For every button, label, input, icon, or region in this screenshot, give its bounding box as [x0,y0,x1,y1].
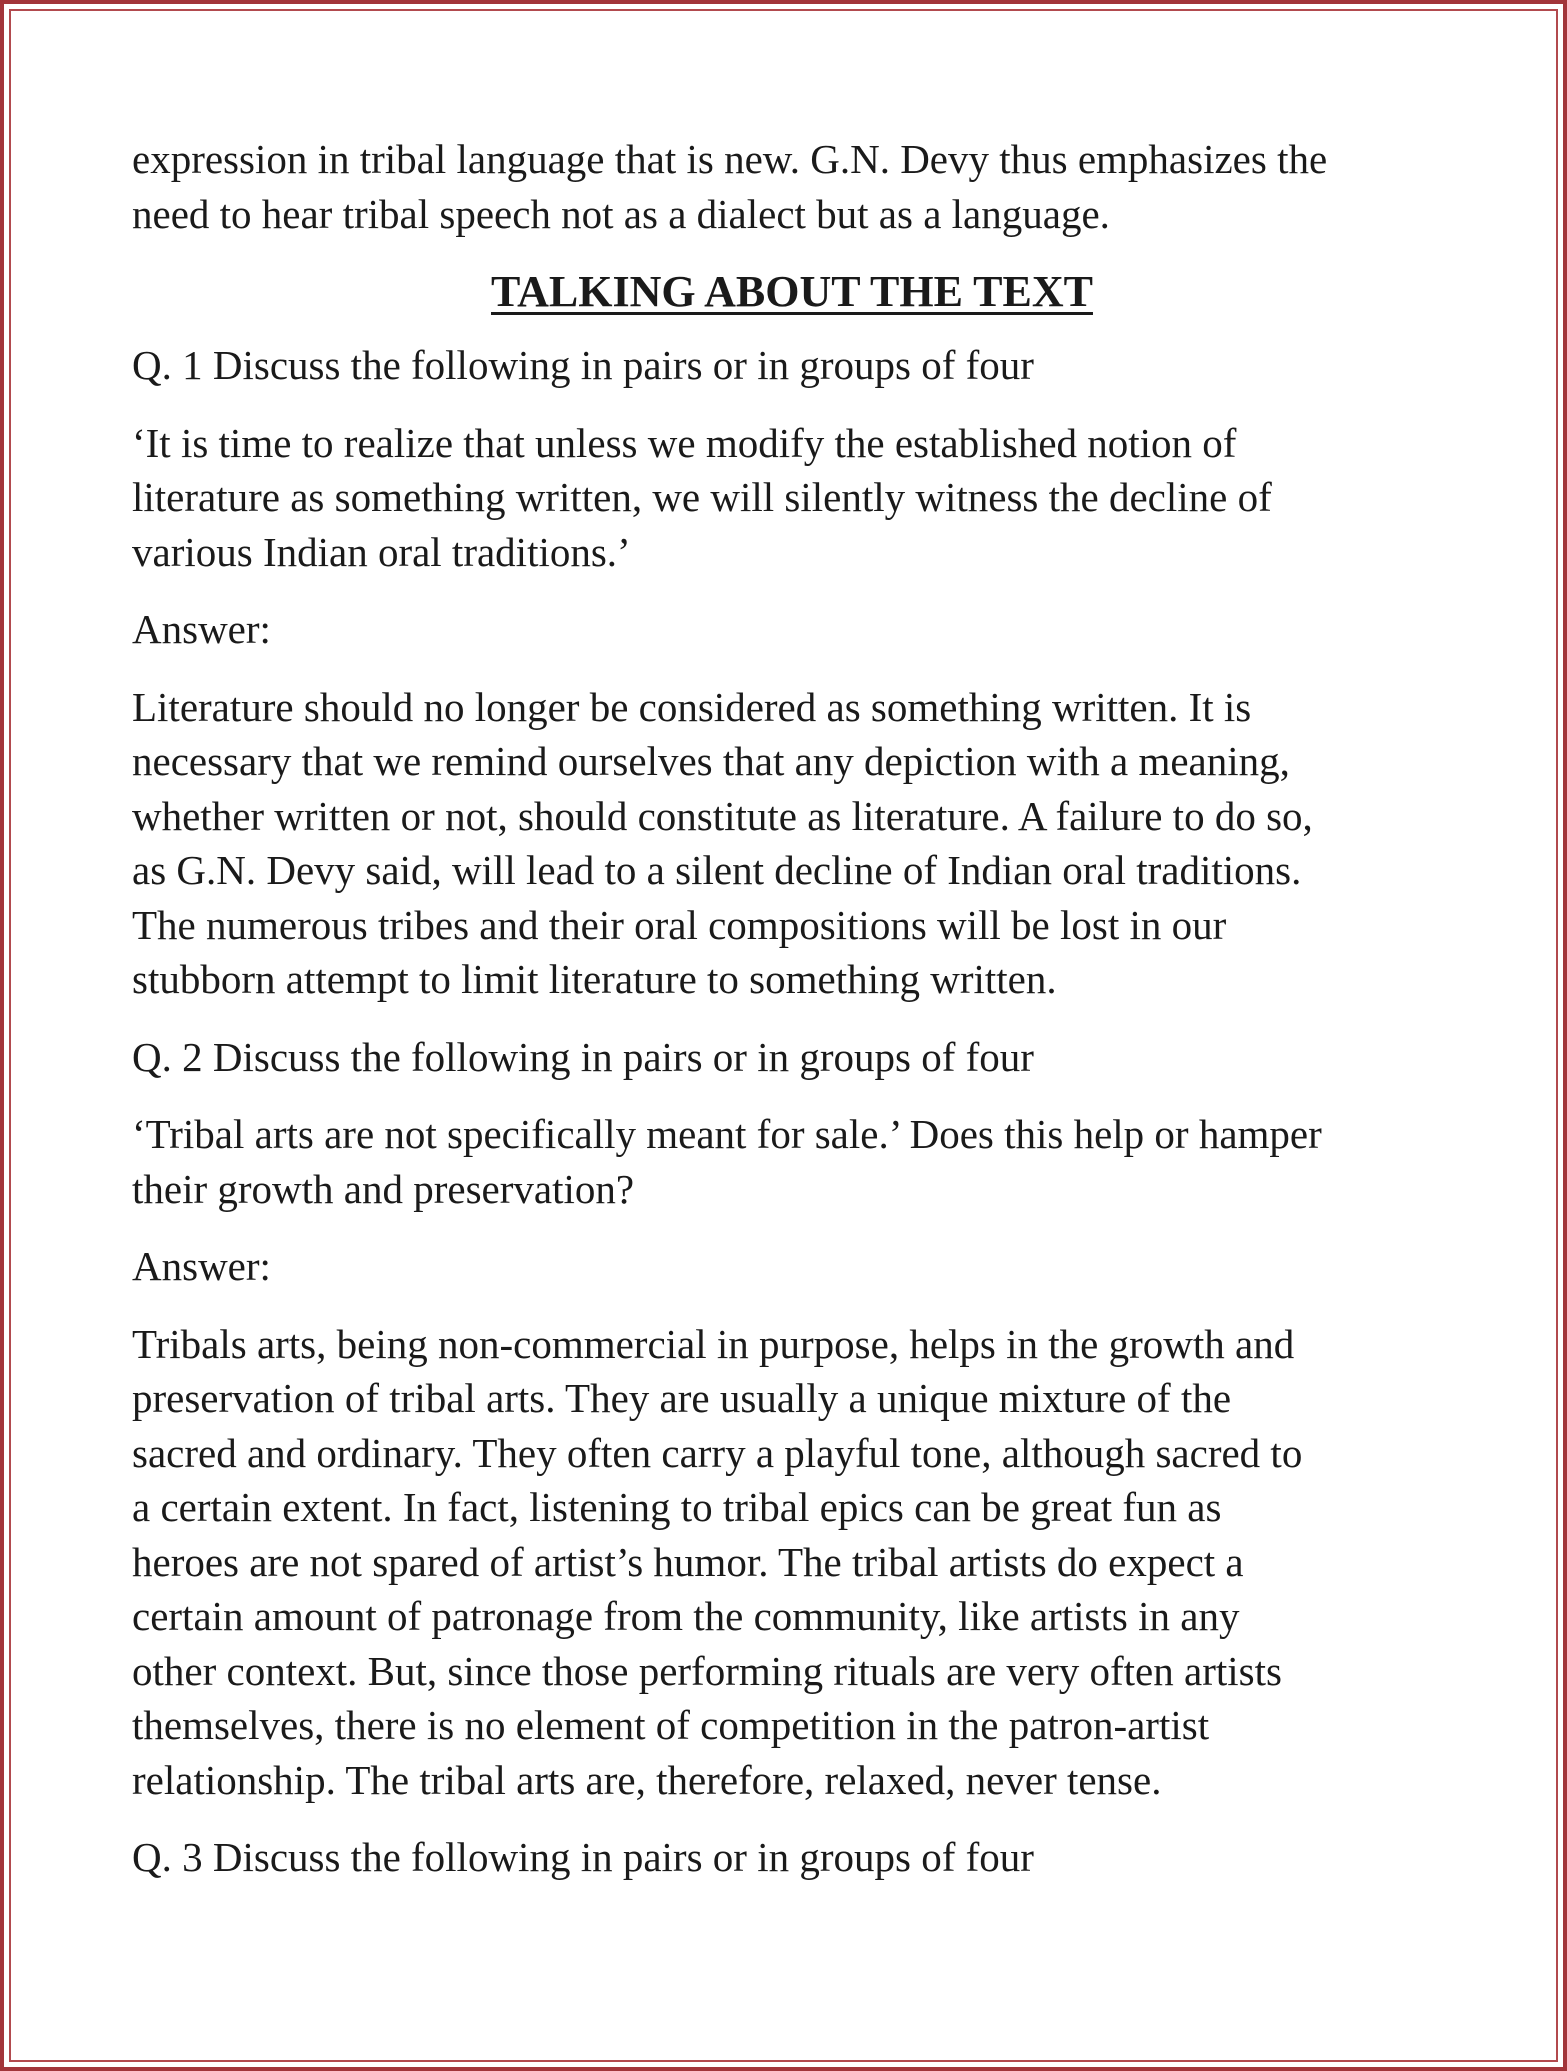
question-1-prompt [132,338,1452,393]
question-1-answer [132,680,1452,1007]
intro-paragraph [132,132,1452,241]
text-line: a certain extent. In fact, listening to tribal epics can be great fun as [132,1484,1222,1530]
text-line: sacred and ordinary. They often carry a playful tone, although sacred to [132,1429,1303,1476]
text-line: heroes are not spared of artist’s humor. The tribal artists do expect a [132,1538,1244,1585]
text-line: certain amount of patronage from the community, like artists in any [132,1593,1240,1639]
text-line: Literature should no longer be considered as something written. It is [132,683,1252,730]
text-line: ‘It is time to realize that unless we modify the established notion of [132,419,1237,466]
section-heading: TALKING ABOUT THE TEXT [491,267,1093,316]
text-line: themselves, there is no element of competition in the patron-artist [132,1702,1210,1748]
text-line: stubborn attempt to limit literature to something written. [132,956,1057,1002]
text-line: The numerous tribes and their oral compositions will be lost in our [132,901,1227,948]
question-3-prompt [132,1830,1452,1885]
text-line: as G.N. Devy said, will lead to a silent decline of Indian oral traditions. [132,847,1302,893]
question-2-answer [132,1317,1452,1808]
text-line: expression in tribal language that is new. G.N. Devy thus emphasizes the [132,136,1328,182]
question-2-prompt [132,1030,1452,1085]
text-line: their growth and preservation? [132,1165,635,1212]
text-line: need to hear tribal speech not as a dialect but as a language. [132,190,1110,237]
text-line: Q. 3 Discuss the following in pairs or in groups of four [132,1834,1034,1880]
text-line: Answer: [132,1243,271,1289]
text-line: relationship. The tribal arts are, therefore, relaxed, never tense. [132,1756,1162,1803]
text-line: preservation of tribal arts. They are usually a unique mixture of the [132,1375,1232,1421]
text-line: whether written or not, should constitute as literature. A failure to do so, [132,792,1313,839]
question-1-quote [132,416,1452,580]
question-2-quote [132,1107,1452,1216]
question-1-answer-label [132,602,1452,657]
document-page [132,132,1452,1908]
text-line: other context. But, since those performing rituals are very often artists [132,1647,1282,1694]
question-2-answer-label [132,1239,1452,1294]
text-line: Q. 2 Discuss the following in pairs or in groups of four [132,1033,1034,1080]
text-line: Tribals arts, being non-commercial in purpose, helps in the growth and [132,1320,1295,1367]
text-line: Answer: [132,606,271,652]
text-line: ‘Tribal arts are not specifically meant for sale.’ Does this help or hamper [132,1111,1322,1157]
text-line: Q. 1 Discuss the following in pairs or in groups of four [132,342,1034,388]
text-line: various Indian oral traditions.’ [132,528,631,575]
text-line: necessary that we remind ourselves that any depiction with a meaning, [132,738,1290,784]
text-line: literature as something written, we will silently witness the decline of [132,474,1272,520]
